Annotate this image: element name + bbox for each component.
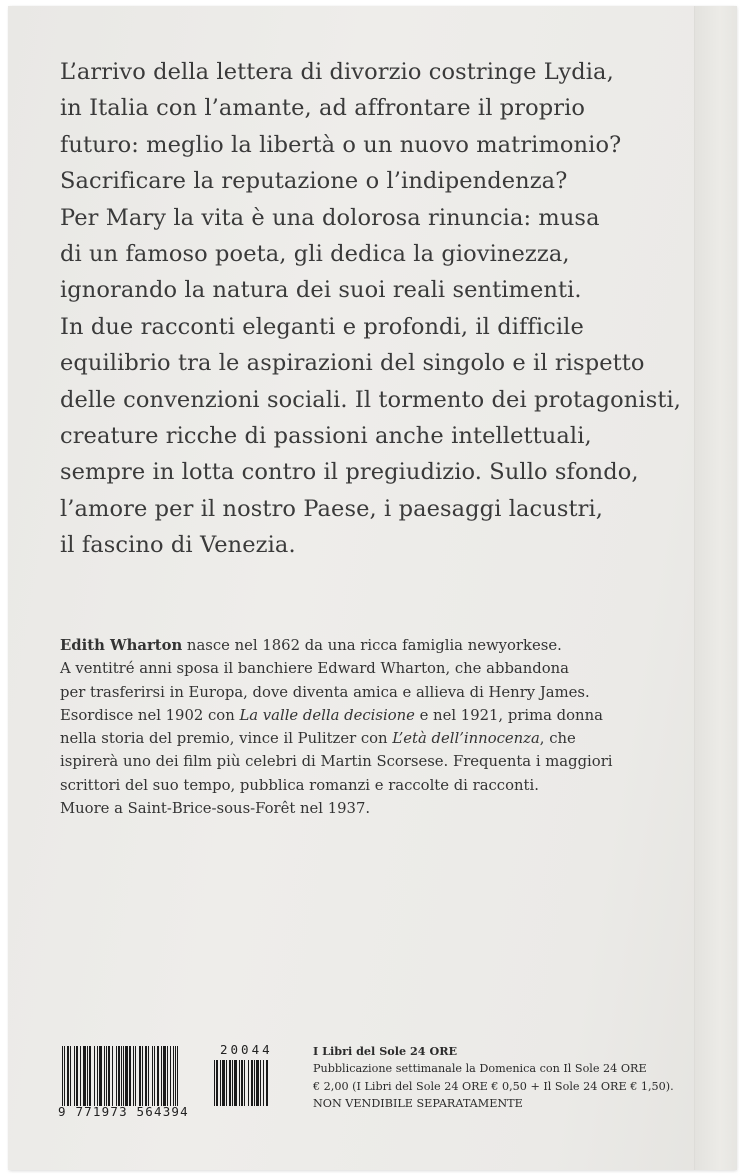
barcode-bar	[263, 1060, 264, 1106]
ean-barcode-bars	[62, 1046, 206, 1106]
barcode-bar	[214, 1060, 215, 1106]
blurb-line: Per Mary la vita è una dolorosa rinuncia: musa	[60, 204, 600, 231]
blurb-line: In due racconti eleganti e profondi, il difficile	[60, 313, 584, 340]
barcode-bar	[244, 1060, 245, 1106]
barcode-bar	[232, 1060, 233, 1106]
barcode-bar	[118, 1046, 120, 1106]
bio-line	[60, 634, 700, 657]
barcode-bar	[142, 1046, 143, 1106]
barcode-bar	[170, 1046, 171, 1106]
barcode-bar	[67, 1046, 69, 1106]
blurb-line: sempre in lotta contro il pregiudizio. Sullo sfondo,	[60, 459, 639, 486]
blurb-line: delle convenzioni sociali. Il tormento dei protagonisti,	[60, 386, 682, 413]
bio-line: scrittori del suo tempo, pubblica romanzi e raccolte di racconti.	[60, 776, 539, 794]
barcode-bar	[241, 1060, 243, 1106]
barcode-bar	[99, 1046, 102, 1106]
barcode	[58, 1042, 292, 1122]
bio-line: Muore a Saint-Brice-sous-Forêt nel 1937.	[60, 800, 371, 818]
barcode-bar	[216, 1060, 218, 1106]
bio-line: per trasferirsi in Europa, dove diventa amica e allieva di Henry James.	[60, 683, 590, 701]
barcode-bar	[154, 1046, 155, 1106]
barcode-bar	[108, 1046, 110, 1106]
blurb-line: ignorando la natura dei suoi reali sentimenti.	[60, 277, 582, 304]
barcode-number: 9 771973 564394	[58, 1104, 189, 1119]
blurb-line: l’amore per il nostro Paese, i paesaggi lacustri,	[60, 495, 604, 522]
author-biography	[60, 634, 700, 820]
barcode-bar	[89, 1046, 91, 1106]
barcode-bar	[148, 1046, 149, 1106]
blurb-line: di un famoso poeta, gli dedica la giovinezza,	[60, 241, 570, 268]
blurb-line: futuro: meglio la libertà o un nuovo matrimonio?	[60, 131, 622, 158]
barcode-bar	[87, 1046, 88, 1106]
barcode-bar	[97, 1046, 98, 1106]
barcode-bar	[163, 1046, 166, 1106]
barcode-bar	[133, 1046, 134, 1106]
blurb-line: equilibrio tra le aspirazioni del singolo e il rispetto	[60, 350, 645, 377]
barcode-bar	[229, 1060, 231, 1106]
barcode-bar	[222, 1060, 225, 1106]
price-line: € 2,00 (I Libri del Sole 24 ORE € 0,50 + Il Sole 24 ORE € 1,50).	[313, 1079, 674, 1093]
bio-text: e nel 1921, prima donna	[414, 706, 603, 724]
cover-fold-edge	[694, 6, 737, 1170]
barcode-bar	[254, 1060, 255, 1106]
barcode-bar	[94, 1046, 95, 1106]
publisher-info	[313, 1043, 693, 1112]
bio-line	[60, 727, 700, 750]
barcode-bar	[266, 1060, 268, 1106]
blurb-line: L’arrivo della lettera di divorzio costringe Lydia,	[60, 59, 614, 85]
barcode-bar	[80, 1046, 81, 1106]
barcode-bar	[220, 1060, 221, 1106]
bio-line: ispirerà uno dei film più celebri di Martin Scorsese. Frequenta i maggiori	[60, 753, 613, 771]
barcode-bar	[104, 1046, 105, 1106]
barcode-bar	[167, 1046, 168, 1106]
barcode-bar	[234, 1060, 237, 1106]
barcode-bar	[248, 1060, 249, 1106]
blurb-text	[60, 54, 690, 564]
bio-text: , che	[539, 730, 576, 748]
barcode-bar	[106, 1046, 107, 1106]
barcode-bar	[125, 1046, 128, 1106]
barcode-bar	[152, 1046, 153, 1106]
barcode-bar	[226, 1060, 227, 1106]
barcode-bar	[123, 1046, 124, 1106]
barcode-bar	[83, 1046, 86, 1106]
barcode-bar	[135, 1046, 136, 1106]
barcode-bar	[173, 1046, 174, 1106]
blurb-line: il fascino di Venezia.	[60, 532, 296, 559]
blurb-line: Sacrificare la reputazione o l’indipendenza?	[60, 168, 568, 195]
author-name: Edith Wharton	[60, 637, 183, 654]
barcode-bar	[116, 1046, 117, 1106]
addon-barcode-bars	[214, 1060, 288, 1106]
barcode-bar	[175, 1046, 176, 1106]
barcode-bar	[157, 1046, 159, 1106]
barcode-bar	[239, 1060, 240, 1106]
barcode-bar	[256, 1060, 259, 1106]
barcode-bar	[121, 1046, 122, 1106]
barcode-bar	[177, 1046, 178, 1106]
blurb-line: creature ricche di passioni anche intellettuali,	[60, 423, 592, 450]
bio-text: Esordisce nel 1902 con	[60, 706, 240, 724]
book-title: L’età dell’innocenza	[392, 730, 540, 748]
barcode-bar	[74, 1046, 75, 1106]
bio-line	[60, 704, 700, 727]
publisher-line: Pubblicazione settimanale la Domenica con Il Sole 24 ORE	[313, 1062, 647, 1076]
barcode-bar	[76, 1046, 78, 1106]
barcode-bar	[64, 1046, 65, 1106]
book-title: La valle della decisione	[239, 706, 415, 724]
barcode-bar	[161, 1046, 162, 1106]
barcode-bar	[62, 1046, 63, 1106]
barcode-addon-number: 20044	[220, 1042, 273, 1057]
barcode-bar	[112, 1046, 113, 1106]
barcode-bar	[145, 1046, 147, 1106]
bio-text: nasce nel 1862 da una ricca famiglia newyorkese.	[182, 637, 562, 654]
barcode-bar	[70, 1046, 71, 1106]
barcode-bar	[260, 1060, 261, 1106]
barcode-bar	[139, 1046, 141, 1106]
bio-text: nella storia del premio, vince il Pulitzer con	[60, 730, 393, 748]
barcode-bar	[251, 1060, 253, 1106]
barcode-bar	[129, 1046, 131, 1106]
not-for-sale-line: NON VENDIBILE SEPARATAMENTE	[313, 1096, 523, 1110]
blurb-line: in Italia con l’amante, ad affrontare il proprio	[60, 95, 586, 122]
bio-line: A ventitré anni sposa il banchiere Edward Wharton, che abbandona	[60, 660, 569, 678]
publisher-name: I Libri del Sole 24 ORE	[313, 1044, 458, 1058]
